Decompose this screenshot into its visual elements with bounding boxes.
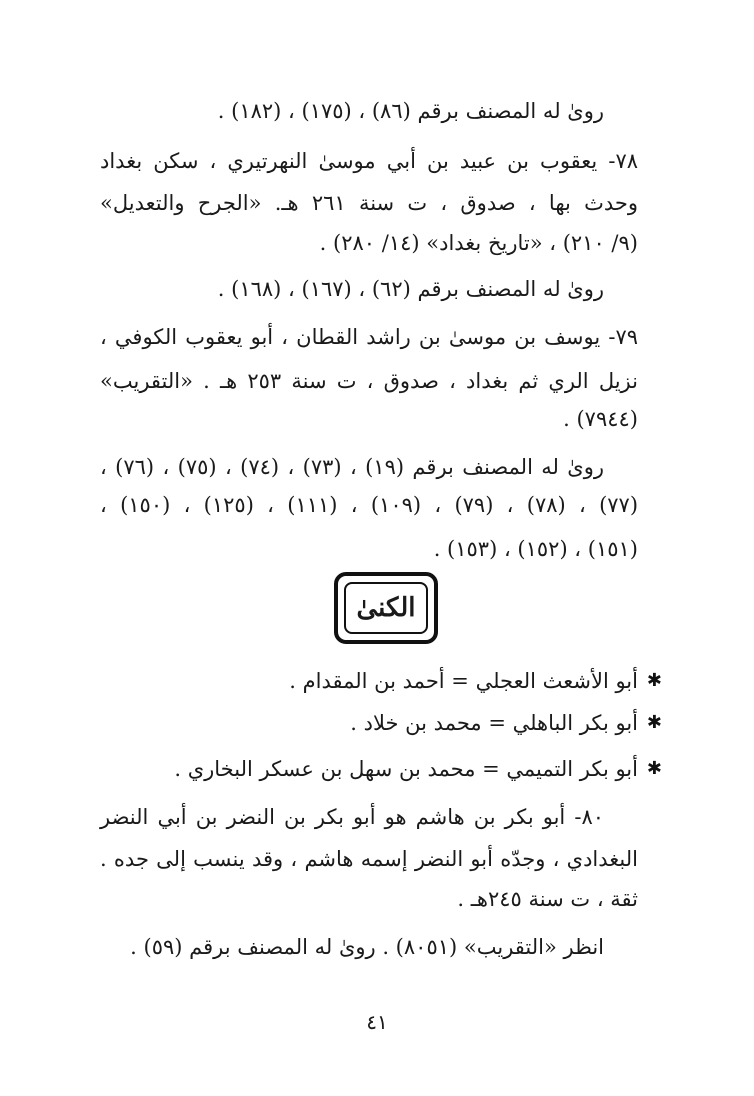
- page-number: ٤١: [366, 1010, 388, 1034]
- asterisk-bullet-icon: ✱: [646, 758, 662, 779]
- text-line: روىٰ له المصنف برقم (٨٦) ، (١٧٥) ، (١٨٢) .: [217, 99, 604, 123]
- text-line: نزيل الري ثم بغداد ، صدوق ، ت سنة ٢٥٣ هـ . «التقريب»: [100, 369, 638, 393]
- text-line: (٧٩٤٤) .: [563, 407, 638, 431]
- text-line: البغدادي ، وجدّه أبو النضر إسمه هاشم ، وقد ينسب إلى جده .: [100, 847, 638, 871]
- text-line: روىٰ له المصنف برقم (١٩) ، (٧٣) ، (٧٤) ، (٧٥) ، (٧٦) ،: [100, 455, 605, 479]
- text-line: روىٰ له المصنف برقم (٦٢) ، (١٦٧) ، (١٦٨) .: [217, 277, 604, 301]
- section-heading-frame: [334, 572, 438, 644]
- text-line: (١٥١) ، (١٥٢) ، (١٥٣) .: [433, 537, 638, 561]
- text-line: ثقة ، ت سنة ٢٤٥هـ .: [457, 887, 638, 911]
- text-line: انظر «التقريب» (٨٠٥١) . روىٰ له المصنف برقم (٥٩) .: [130, 935, 604, 959]
- kunya-entry: أبو بكر الباهلي = محمد بن خلاد .: [350, 711, 638, 735]
- text-line: ٧٨- يعقوب بن عبيد بن أبي موسىٰ النهرتيري ، سكن بغداد: [100, 149, 638, 173]
- text-line: (٧٧) ، (٧٨) ، (٧٩) ، (١٠٩) ، (١١١) ، (١٢٥) ، (١٥٠) ،: [100, 493, 639, 517]
- text-line: ٨٠- أبو بكر بن هاشم هو أبو بكر بن النضر بن أبي النضر: [100, 805, 604, 829]
- kunya-entry: أبو الأشعث العجلي = أحمد بن المقدام .: [289, 669, 638, 693]
- text-line: ٧٩- يوسف بن موسىٰ بن راشد القطان ، أبو يعقوب الكوفي ،: [100, 325, 638, 349]
- section-heading: الكنىٰ: [344, 582, 428, 634]
- kunya-entry: أبو بكر التميمي = محمد بن سهل بن عسكر البخاري .: [174, 757, 638, 781]
- asterisk-bullet-icon: ✱: [646, 712, 662, 733]
- text-line: (٩/ ٢١٠) ، «تاريخ بغداد» (١٤/ ٢٨٠) .: [319, 231, 638, 255]
- text-line: وحدث بها ، صدوق ، ت سنة ٢٦١ هـ. «الجرح والتعديل»: [100, 191, 639, 215]
- asterisk-bullet-icon: ✱: [646, 670, 662, 691]
